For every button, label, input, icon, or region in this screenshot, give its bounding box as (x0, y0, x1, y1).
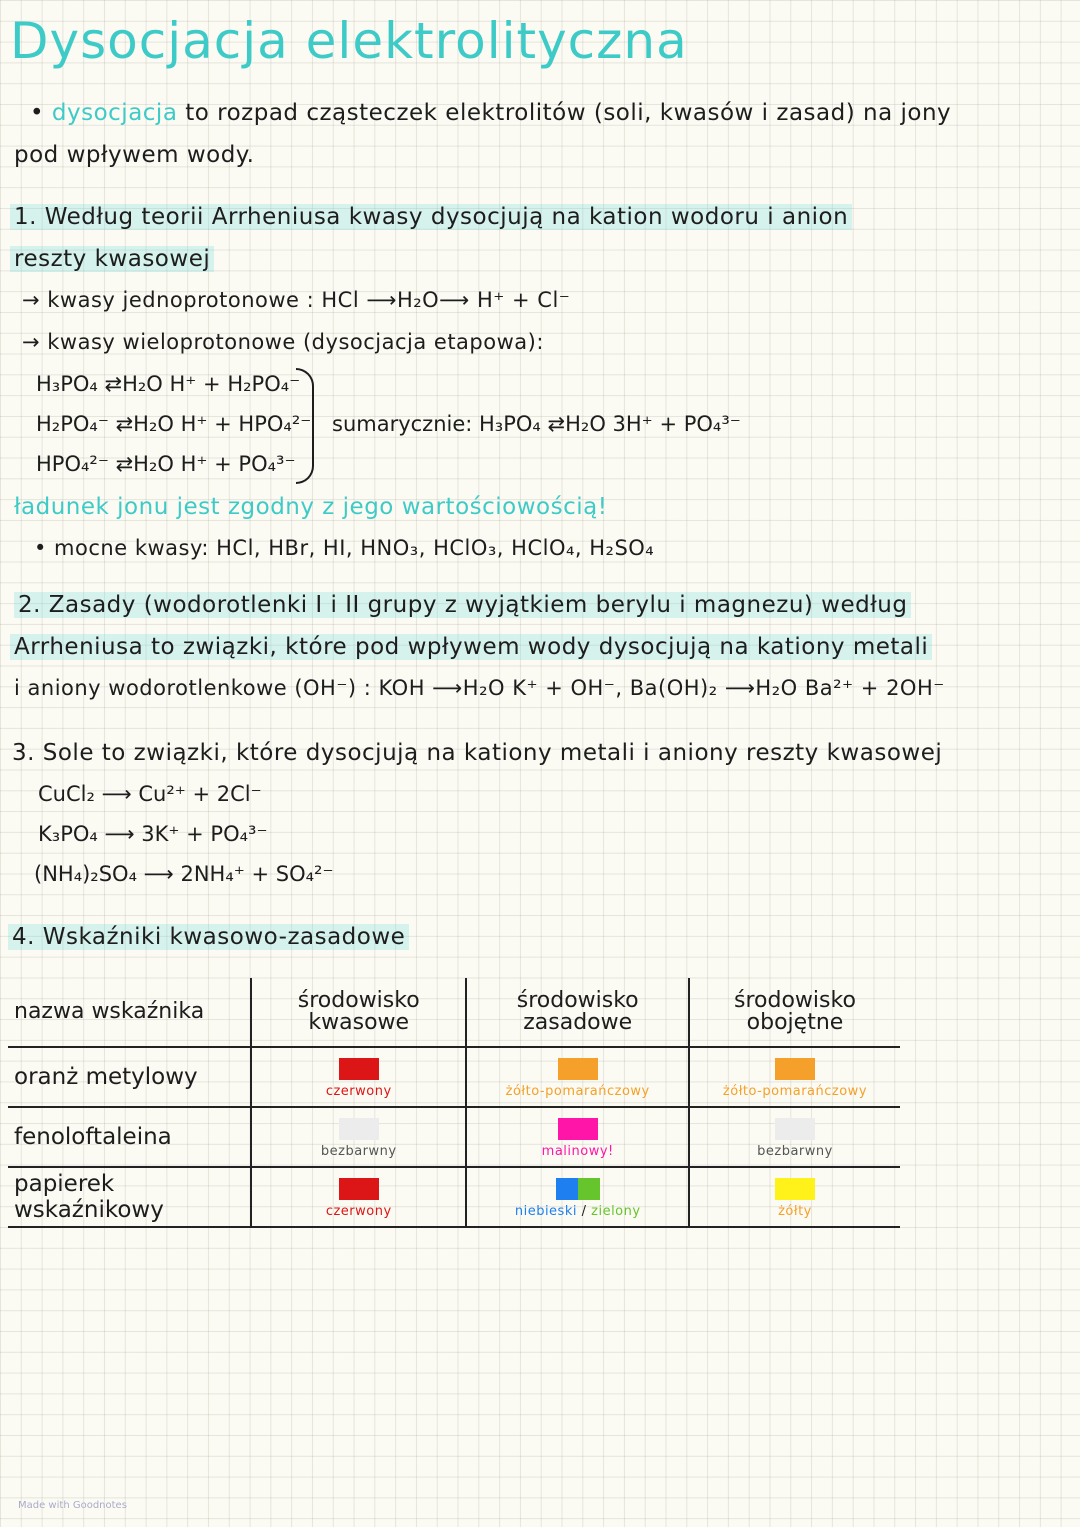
color-swatch (775, 1178, 815, 1200)
cell-acid (251, 1047, 466, 1107)
section4-heading-text: 4. Wskaźniki kwasowo-zasadowe (8, 924, 409, 950)
color-swatch (556, 1178, 578, 1200)
header-basic: środowisko zasadowe (466, 978, 688, 1047)
cell-neutral (689, 1047, 900, 1107)
color-swatch (339, 1058, 379, 1080)
label-separator: / (581, 1203, 587, 1219)
curly-brace (296, 368, 314, 484)
color-swatch (558, 1118, 598, 1140)
color-swatch (339, 1178, 379, 1200)
header-acidic: środowisko kwasowe (251, 978, 466, 1047)
table-row (8, 1107, 900, 1167)
indicator-name: papierek wskaźnikowy (8, 1167, 251, 1227)
cell-base (466, 1167, 688, 1227)
header-indicator-name: nazwa wskaźnika (8, 978, 251, 1047)
cell-neutral (689, 1107, 900, 1167)
table-header-row (8, 978, 900, 1047)
color-label: niebieski (514, 1203, 577, 1219)
salt-equation-2: K₃PO₄ ⟶ 3K⁺ + PO₄³⁻ (38, 822, 268, 846)
table-row (8, 1167, 900, 1227)
indicator-name: fenoloftaleina (8, 1107, 251, 1167)
indicator-name: oranż metylowy (8, 1047, 251, 1107)
intro-definition: to rozpad cząsteczek elektrolitów (soli, kwasów i zasad) na jony (185, 100, 952, 126)
cell-base (466, 1107, 688, 1167)
color-label: bezbarwny (320, 1143, 397, 1159)
monoprotic-acids: → kwasy jednoprotonowe : HCl ⟶H₂O⟶ H⁺ + Cl⁻ (22, 288, 571, 312)
color-label-group (467, 1204, 687, 1219)
section1-heading-2 (10, 246, 214, 272)
section1-heading-text-2: reszty kwasowej (10, 246, 214, 272)
color-swatch (775, 1118, 815, 1140)
dissociation-step-1: H₃PO₄ ⇄H₂O H⁺ + H₂PO₄⁻ (36, 372, 301, 396)
strong-acids: • mocne kwasy: HCl, HBr, HI, HNO₃, HClO₃, HClO₄, H₂SO₄ (34, 536, 655, 560)
dissociation-step-3: HPO₄²⁻ ⇄H₂O H⁺ + PO₄³⁻ (36, 452, 296, 476)
cell-acid (251, 1107, 466, 1167)
intro-line-1 (30, 100, 951, 126)
salt-equation-1: CuCl₂ ⟶ Cu²⁺ + 2Cl⁻ (38, 782, 262, 806)
dissociation-step-2: H₂PO₄⁻ ⇄H₂O H⁺ + HPO₄²⁻ (36, 412, 312, 436)
color-label: bezbarwny (757, 1143, 833, 1159)
header-neutral: środowisko obojętne (689, 978, 900, 1047)
color-swatch (775, 1058, 815, 1080)
cell-neutral (689, 1167, 900, 1227)
color-label: zielony (591, 1203, 641, 1219)
intro-line-2: pod wpływem wody. (14, 142, 255, 168)
color-label: czerwony (325, 1203, 392, 1219)
term-dysocjacja: dysocjacja (51, 100, 178, 126)
cell-base (466, 1047, 688, 1107)
color-swatch (578, 1178, 600, 1200)
section2-line-2 (10, 634, 932, 660)
section2-text-1: 2. Zasady (wodorotlenki I i II grupy z wyjątkiem berylu i magnezu) według (14, 592, 911, 618)
bullet: • (30, 100, 45, 126)
summary-equation: sumarycznie: H₃PO₄ ⇄H₂O 3H⁺ + PO₄³⁻ (332, 412, 741, 436)
page-title: Dysocjacja elektrolityczna (10, 12, 688, 70)
cell-acid (251, 1167, 466, 1227)
color-label: malinowy! (541, 1143, 614, 1159)
polyprotic-acids: → kwasy wieloprotonowe (dysocjacja etapowa): (22, 330, 544, 354)
salt-equation-3: (NH₄)₂SO₄ ⟶ 2NH₄⁺ + SO₄²⁻ (34, 862, 334, 886)
section2-line-1 (14, 592, 911, 618)
watermark: Made with Goodnotes (18, 1500, 127, 1511)
color-swatch (339, 1118, 379, 1140)
section1-heading-text: 1. Według teorii Arrheniusa kwasy dysocjują na kation wodoru i anion (10, 204, 852, 230)
color-label: żółto-pomarańczowy (505, 1083, 650, 1099)
section3-heading: 3. Sole to związki, które dysocjują na kationy metali i aniony reszty kwasowej (12, 740, 943, 766)
color-label: czerwony (325, 1083, 392, 1099)
section1-heading-1 (10, 204, 852, 230)
table-row (8, 1047, 900, 1107)
charge-note: ładunek jonu jest zgodny z jego wartościowością! (14, 494, 608, 520)
indicator-table (8, 978, 900, 1228)
section2-text-2: Arrheniusa to związki, które pod wpływem wody dysocjują na kationy metali (10, 634, 932, 660)
section2-line-3: i aniony wodorotlenkowe (OH⁻) : KOH ⟶H₂O K⁺ + OH⁻, Ba(OH)₂ ⟶H₂O Ba²⁺ + 2OH⁻ (14, 676, 945, 700)
color-label: żółty (778, 1203, 812, 1219)
color-swatch (558, 1058, 598, 1080)
color-label: żółto-pomarańczowy (722, 1083, 868, 1099)
section4-heading (8, 924, 409, 950)
